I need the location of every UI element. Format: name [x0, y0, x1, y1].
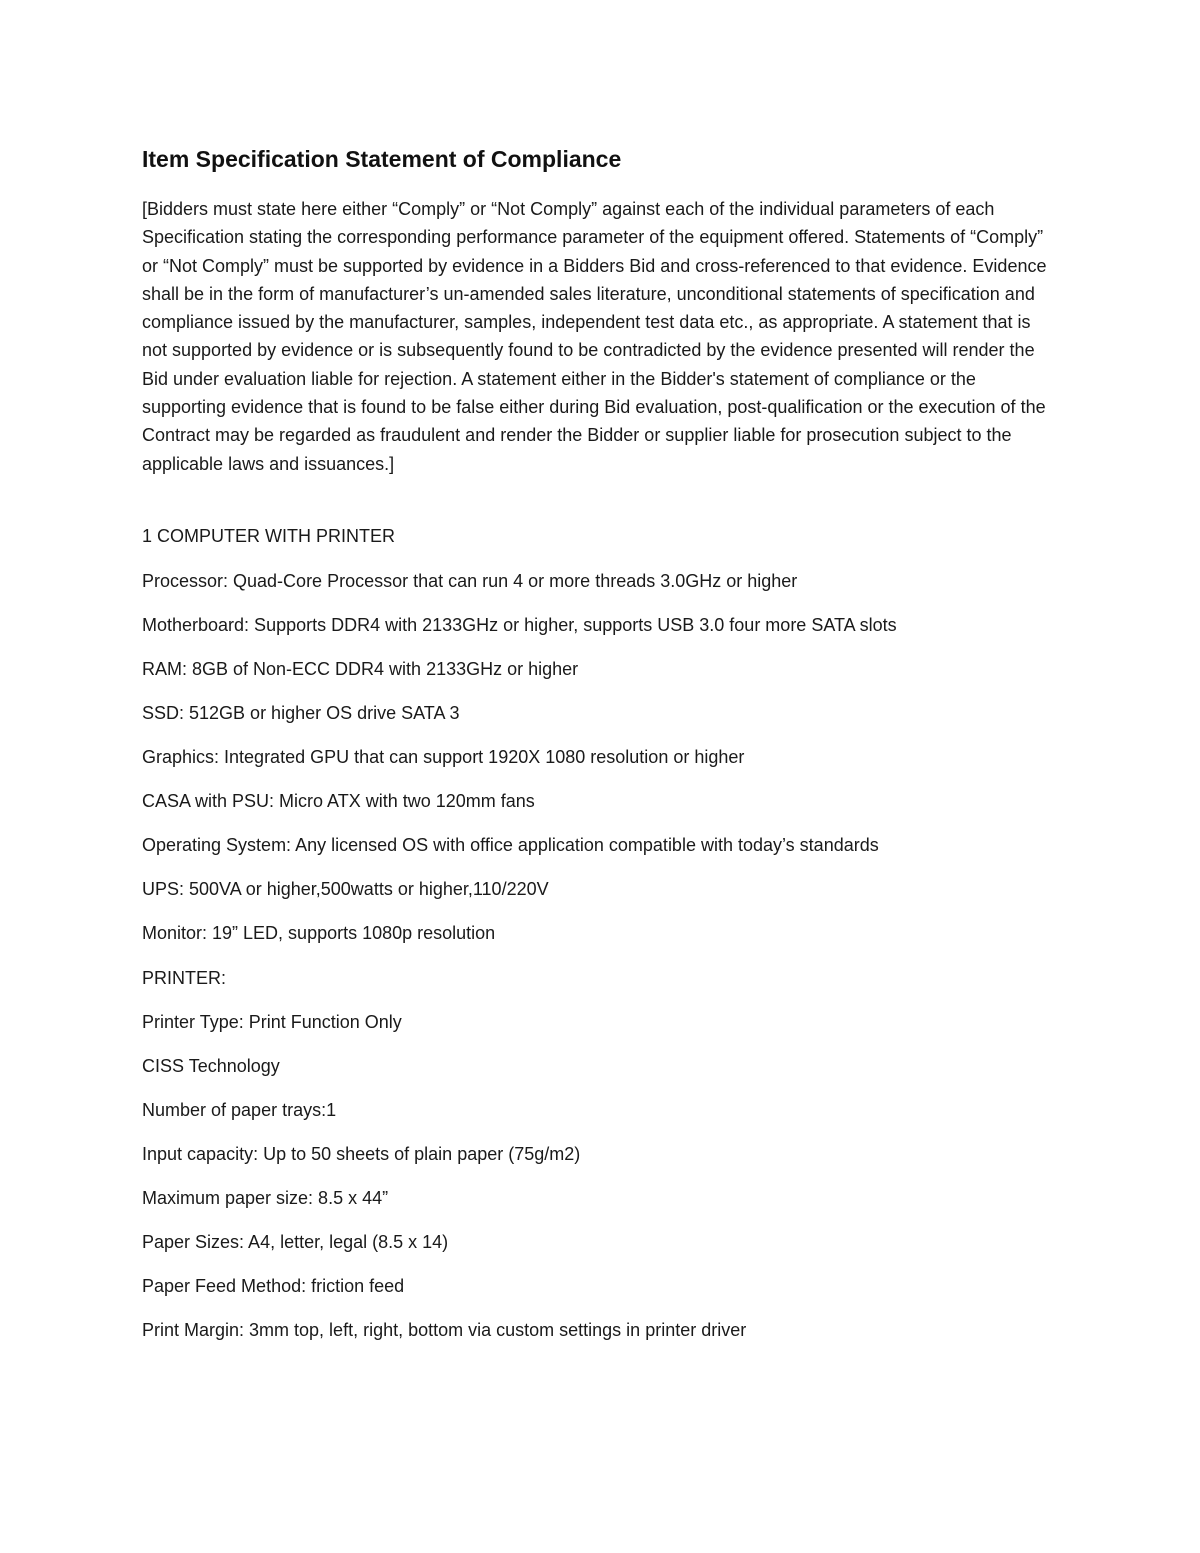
spec-ram: RAM: 8GB of Non-ECC DDR4 with 2133GHz or higher [142, 659, 579, 679]
spec-print-margin: Print Margin: 3mm top, left, right, bottom via custom settings in printer driver [142, 1320, 747, 1340]
spec-graphics: Graphics: Integrated GPU that can support 1920X 1080 resolution or higher [142, 747, 745, 767]
spec-casing-psu: CASA with PSU: Micro ATX with two 120mm fans [142, 791, 535, 811]
spec-ups: UPS: 500VA or higher,500watts or higher,110/220V [142, 879, 549, 899]
section-heading-printer: PRINTER: [142, 968, 227, 988]
spec-motherboard: Motherboard: Supports DDR4 with 2133GHz or higher, supports USB 3.0 four more SATA slots [142, 615, 897, 635]
document-title: Item Specification Statement of Compliance [142, 146, 622, 172]
spec-processor: Processor: Quad-Core Processor that can run 4 or more threads 3.0GHz or higher [142, 571, 798, 591]
spec-monitor: Monitor: 19” LED, supports 1080p resolution [142, 923, 496, 943]
spec-input-capacity: Input capacity: Up to 50 sheets of plain paper (75g/m2) [142, 1144, 581, 1164]
spec-ssd: SSD: 512GB or higher OS drive SATA 3 [142, 703, 460, 723]
spec-paper-feed-method: Paper Feed Method: friction feed [142, 1276, 405, 1296]
section-heading-computer: 1 COMPUTER WITH PRINTER [142, 526, 396, 546]
spec-paper-sizes: Paper Sizes: A4, letter, legal (8.5 x 14) [142, 1232, 449, 1252]
spec-max-paper-size: Maximum paper size: 8.5 x 44” [142, 1188, 389, 1208]
compliance-instructions: [Bidders must state here either “Comply” or “Not Comply” against each of the individual parameters of each Specification stating the corresponding performance parameter of the equipment offered. Statements of “Comply” or “Not Comply” must be supported by evidence in a Bidders Bid and cross-referenced to that evidence. Evidence shall be in the form of manufacturer’s un-amended sales literature, unconditional statements of specification and compliance issued by the manufacturer, samples, independent test data etc., as appropriate. A statement that is not supported by evidence or is subsequently found to be contradicted by the evidence presented will render the Bid under evaluation liable for rejection. A statement either in the Bidder's statement of compliance or the supporting evidence that is found to be false either during Bid evaluation, post-qualification or the execution of the Contract may be regarded as fraudulent and render the Bidder or supplier liable for prosecution subject to the applicable laws and issuances.] [142, 199, 1047, 474]
spec-ciss-technology: CISS Technology [142, 1056, 280, 1076]
spec-paper-trays: Number of paper trays:1 [142, 1100, 337, 1120]
spec-operating-system: Operating System: Any licensed OS with office application compatible with today’s standards [142, 835, 879, 855]
spec-printer-type: Printer Type: Print Function Only [142, 1012, 402, 1032]
document-page [142, 0, 1062, 1553]
